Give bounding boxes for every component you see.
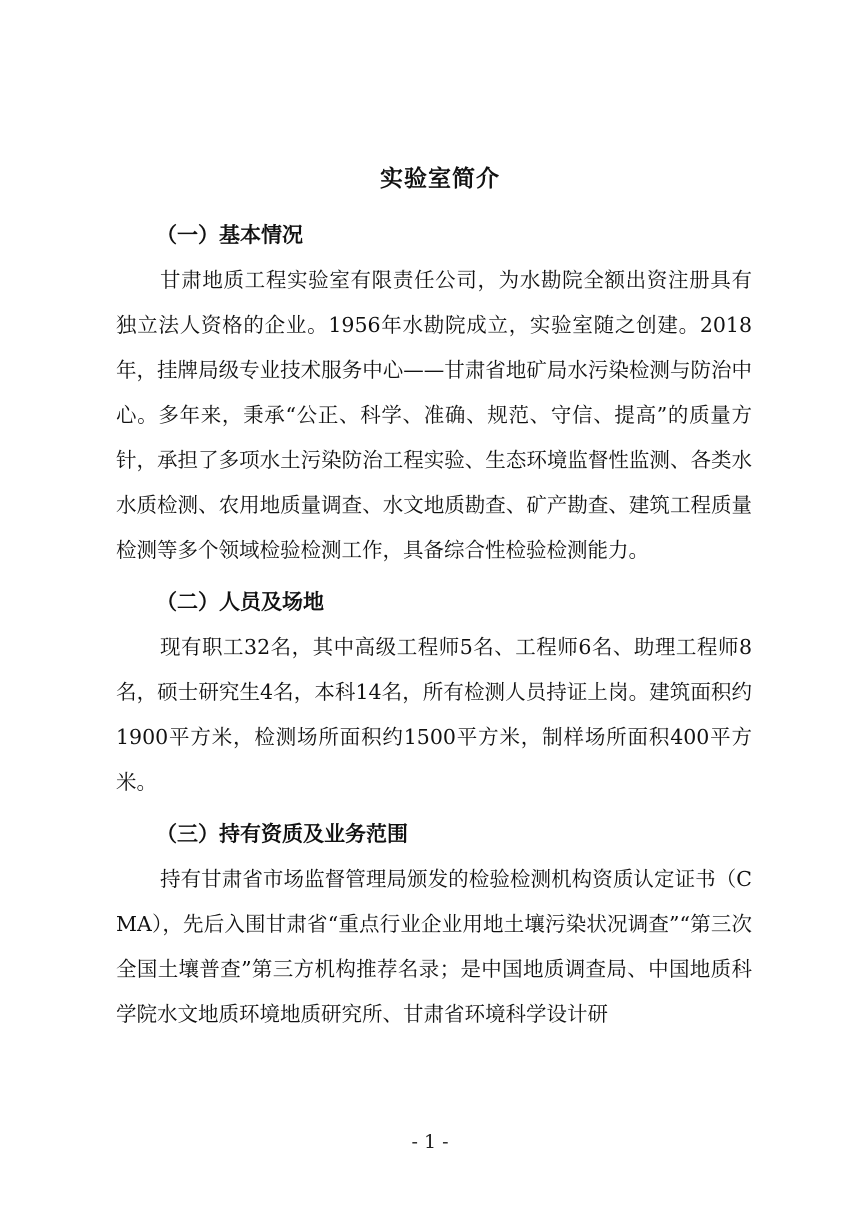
section-qualifications-and-scope	[116, 811, 752, 1037]
document-page	[116, 150, 752, 1037]
section-heading: （二）人员及场地	[156, 590, 324, 614]
section-basic-info	[116, 212, 752, 573]
section-paragraph: 持有甘肃省市场监督管理局颁发的检验检测机构资质认定证书（CMA），先后入围甘肃省“重点行业企业用地土壤污染状况调查”“第三次全国土壤普查”第三方机构推荐名录；是中国地质调查局、中国地质科学院水文地质环境地质研究所、甘肃省环境科学设计研	[116, 867, 752, 1026]
page-number: - 1 -	[411, 1131, 449, 1153]
section-paragraph: 甘肃地质工程实验室有限责任公司，为水勘院全额出资注册具有独立法人资格的企业。1956年水勘院成立，实验室随之创建。2018年，挂牌局级专业技术服务中心——甘肃省地矿局水污染检测与防治中心。多年来，秉承“公正、科学、准确、规范、守信、提高”的质量方针，承担了多项水土污染防治工程实验、生态环境监督性监测、各类水水质检测、农用地质量调查、水文地质勘查、矿产勘查、建筑工程质量检测等多个领域检验检测工作，具备综合性检验检测能力。	[116, 268, 752, 562]
section-paragraph: 现有职工32名，其中高级工程师5名、工程师6名、助理工程师8名，硕士研究生4名，本科14名，所有检测人员持证上岗。建筑面积约1900平方米，检测场所面积约1500平方米，制样场所面积400平方米。	[116, 635, 752, 794]
section-heading: （一）基本情况	[156, 223, 303, 247]
document-title: 实验室简介	[380, 166, 500, 192]
section-staff-and-site	[116, 579, 752, 805]
section-heading: （三）持有资质及业务范围	[156, 822, 408, 846]
